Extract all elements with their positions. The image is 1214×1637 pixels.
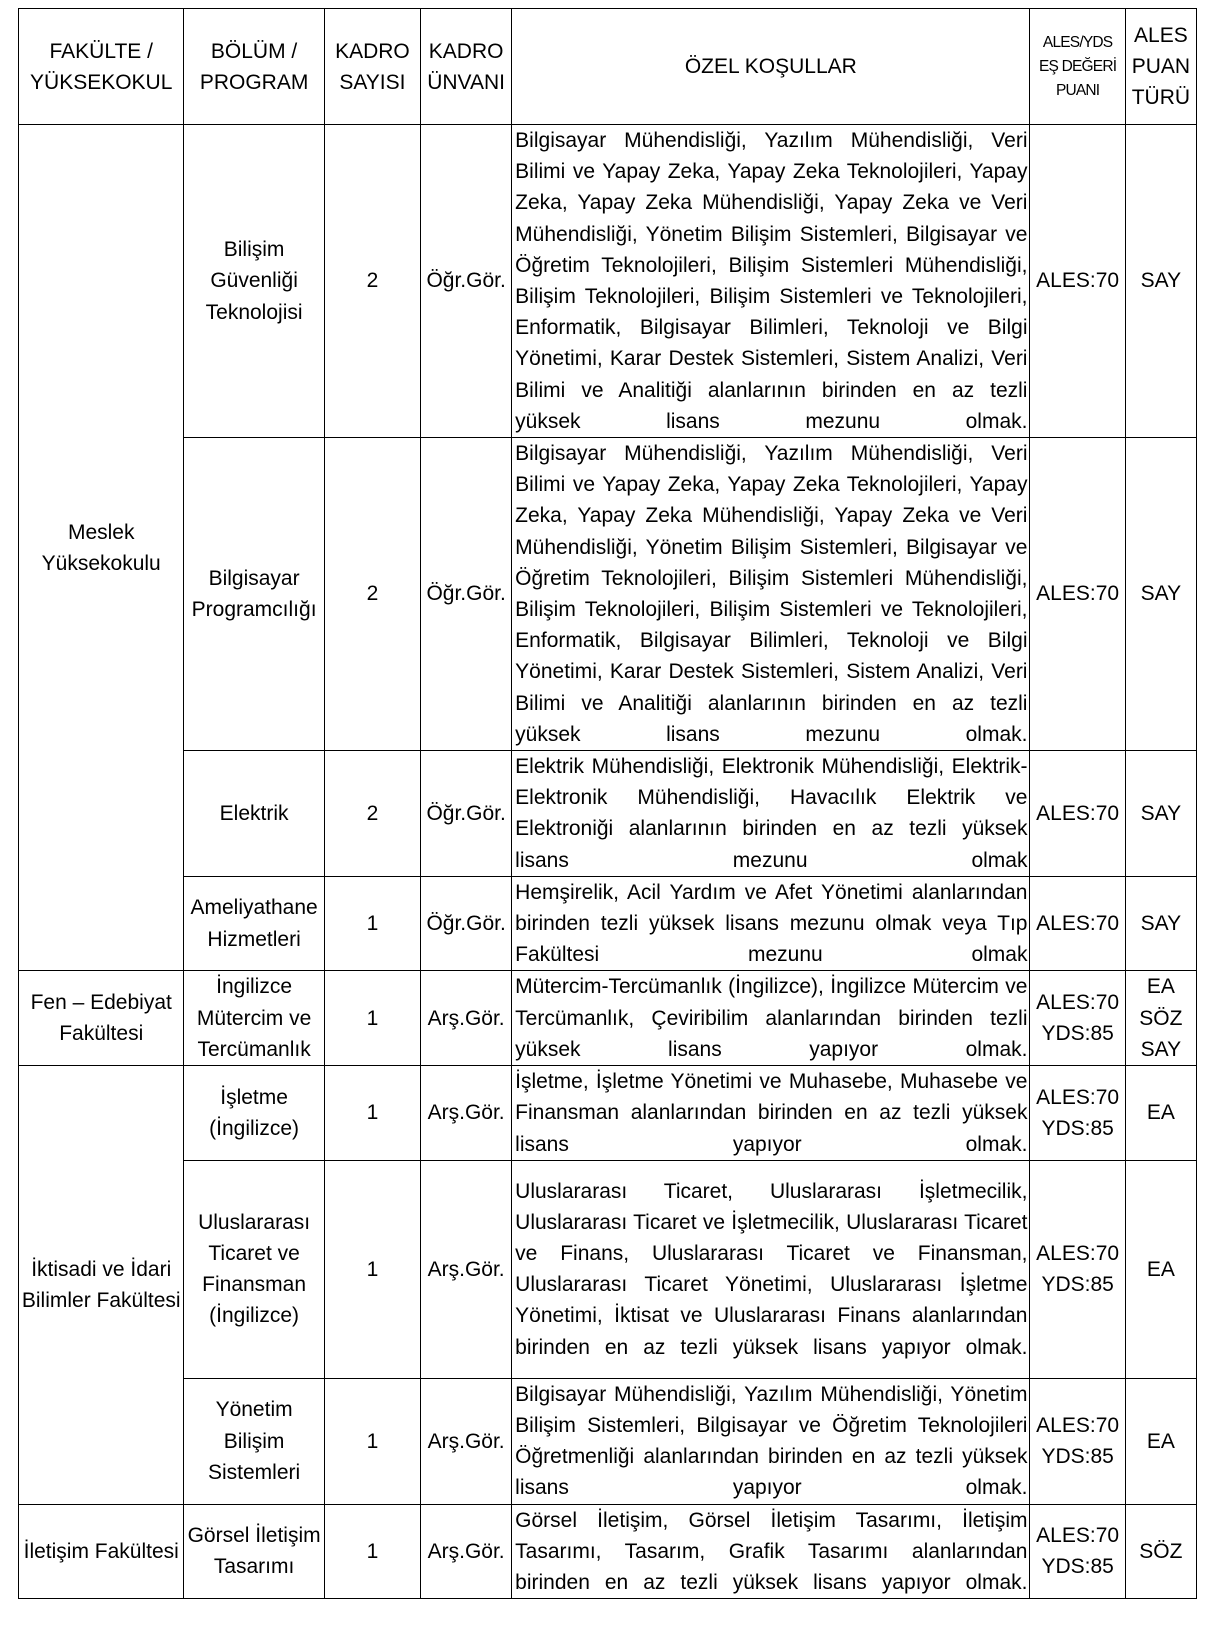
header-program: BÖLÜM / PROGRAM <box>184 9 324 125</box>
header-ales-type: ALES PUAN TÜRÜ <box>1125 9 1196 125</box>
program-cell: Bilişim Güvenliği Teknolojisi <box>184 125 324 438</box>
conditions-cell: Elektrik Mühendisliği, Elektronik Mühendisliği, Elektrik-Elektronik Mühendisliği, Havacılık Elektrik ve Elektroniği alanlarının birinden en az tezli yüksek lisans mezunu olmak <box>512 751 1030 877</box>
ales-cell <box>1030 1160 1125 1378</box>
ales-cell <box>1030 1378 1125 1504</box>
count-cell: 1 <box>324 1504 420 1599</box>
ales-cell <box>1030 1066 1125 1161</box>
program-cell: İngilizce Mütercim ve Tercümanlık <box>184 971 324 1066</box>
ales-value: ALES:70 <box>1036 991 1120 1015</box>
faculty-cell: Meslek Yüksekokulu <box>19 125 184 971</box>
table-row <box>19 1504 1197 1599</box>
ales-value: ALES:70 <box>1036 1524 1120 1548</box>
count-cell: 2 <box>324 751 420 877</box>
count-cell: 1 <box>324 876 420 971</box>
table-row <box>19 1160 1197 1378</box>
ales-value: ALES:70 <box>1036 582 1120 606</box>
count-cell: 1 <box>324 971 420 1066</box>
count-cell: 2 <box>324 438 420 751</box>
table-row <box>19 751 1197 877</box>
yds-value: YDS:85 <box>1041 1445 1114 1469</box>
ales-cell <box>1030 125 1125 438</box>
conditions-cell: Görsel İletişim, Görsel İletişim Tasarımı, İletişim Tasarımı, Tasarım, Grafik Tasarımı alanlarından birinden en az tezli yüksek lisans yapıyor olmak. <box>512 1504 1030 1599</box>
ales-value: ALES:70 <box>1036 269 1120 293</box>
program-cell: Bilgisayar Programcılığı <box>184 438 324 751</box>
type-cell: SÖZ <box>1125 1504 1196 1599</box>
program-cell: Elektrik <box>184 751 324 877</box>
table-row <box>19 1378 1197 1504</box>
ales-value: ALES:70 <box>1036 1085 1120 1109</box>
yds-value: YDS:85 <box>1041 1555 1114 1579</box>
title-cell: Arş.Gör. <box>421 1066 512 1161</box>
conditions-cell: Uluslararası Ticaret, Uluslararası İşletmecilik, Uluslararası Ticaret ve İşletmecilik, Uluslararası Ticaret ve Finans, Uluslararası Ticaret ve Finansman, Uluslararası Ticaret Yönetimi, Uluslararası İşletme Yönetimi, İktisat ve Uluslararası Finans alanlarından birinden en az tezli yüksek lisans yapıyor olmak. <box>512 1160 1030 1378</box>
type-cell: SAY <box>1125 876 1196 971</box>
type-cell: SAY <box>1125 125 1196 438</box>
ales-cell <box>1030 971 1125 1066</box>
program-cell: Yönetim Bilişim Sistemleri <box>184 1378 324 1504</box>
ales-value: ALES:70 <box>1036 1242 1120 1265</box>
type-cell: EA <box>1125 1160 1196 1378</box>
header-ales-score: ALES/YDS EŞ DEĞERİ PUANI <box>1030 9 1125 125</box>
type-cell: EA SÖZ SAY <box>1125 971 1196 1066</box>
ales-cell <box>1030 751 1125 877</box>
program-cell: İşletme (İngilizce) <box>184 1066 324 1161</box>
program-cell: Uluslararası Ticaret ve Finansman (İngilizce) <box>184 1160 324 1378</box>
conditions-cell: Bilgisayar Mühendisliği, Yazılım Mühendisliği, Yönetim Bilişim Sistemleri, Bilgisayar ve Öğretim Teknolojileri Öğretmenliği alanlarından birinden en az tezli yüksek lisans yapıyor olmak. <box>512 1378 1030 1504</box>
title-cell: Arş.Gör. <box>421 1160 512 1378</box>
staff-positions-table <box>18 8 1197 1599</box>
table-row <box>19 1066 1197 1161</box>
conditions-cell: Mütercim-Tercümanlık (İngilizce), İngilizce Mütercim ve Tercümanlık, Çeviribilim alanlarından birinden tezli yüksek lisans yapıyor olmak. <box>512 971 1030 1066</box>
title-cell: Öğr.Gör. <box>421 438 512 751</box>
header-count: KADRO SAYISI <box>324 9 420 125</box>
table-row <box>19 125 1197 438</box>
type-cell: SAY <box>1125 751 1196 877</box>
title-cell: Arş.Gör. <box>421 971 512 1066</box>
count-cell: 1 <box>324 1378 420 1504</box>
conditions-cell: Hemşirelik, Acil Yardım ve Afet Yönetimi alanlarından birinden tezli yüksek lisans mezunu olmak veya Tıp Fakültesi mezunu olmak <box>512 876 1030 971</box>
title-cell: Öğr.Gör. <box>421 876 512 971</box>
faculty-cell: Fen – Edebiyat Fakültesi <box>19 971 184 1066</box>
program-cell: Ameliyathane Hizmetleri <box>184 876 324 971</box>
count-cell: 2 <box>324 125 420 438</box>
program-cell: Görsel İletişim Tasarımı <box>184 1504 324 1599</box>
title-cell: Arş.Gör. <box>421 1504 512 1599</box>
header-faculty: FAKÜLTE / YÜKSEKOKUL <box>19 9 184 125</box>
header-title: KADRO ÜNVANI <box>421 9 512 125</box>
yds-value: YDS:85 <box>1041 1116 1114 1140</box>
yds-value: YDS:85 <box>1041 1273 1114 1297</box>
ales-value: ALES:70 <box>1036 912 1120 936</box>
header-conditions: ÖZEL KOŞULLAR <box>512 9 1030 125</box>
ales-cell <box>1030 1504 1125 1599</box>
ales-cell <box>1030 438 1125 751</box>
type-cell: EA <box>1125 1378 1196 1504</box>
conditions-cell: Bilgisayar Mühendisliği, Yazılım Mühendisliği, Veri Bilimi ve Yapay Zeka, Yapay Zeka Teknolojileri, Yapay Zeka, Yapay Zeka Mühendisliği, Yapay Zeka ve Veri Mühendisliği, Yönetim Bilişim Sistemleri, Bilgisayar ve Öğretim Teknolojileri, Bilişim Sistemleri Mühendisliği, Bilişim Teknolojileri, Bilişim Sistemleri ve Teknolojileri, Enformatik, Bilgisayar Bilimleri, Teknoloji ve Bilgi Yönetimi, Karar Destek Sistemleri, Sistem Analizi, Veri Bilimi ve Analitiği alanlarının birinden en az tezli yüksek lisans mezunu olmak. <box>512 438 1030 751</box>
conditions-cell: İşletme, İşletme Yönetimi ve Muhasebe, Muhasebe ve Finansman alanlarından birinden en az tezli yüksek lisans yapıyor olmak. <box>512 1066 1030 1161</box>
faculty-cell: İktisadi ve İdari Bilimler Fakültesi <box>19 1066 184 1504</box>
table-row <box>19 876 1197 971</box>
yds-value: YDS:85 <box>1041 1022 1114 1046</box>
ales-cell <box>1030 876 1125 971</box>
count-cell: 1 <box>324 1160 420 1378</box>
title-cell: Arş.Gör. <box>421 1378 512 1504</box>
table-row <box>19 971 1197 1066</box>
header-row <box>19 9 1197 125</box>
table-row <box>19 438 1197 751</box>
type-cell: EA <box>1125 1066 1196 1161</box>
count-cell: 1 <box>324 1066 420 1161</box>
title-cell: Öğr.Gör. <box>421 125 512 438</box>
ales-value: ALES:70 <box>1036 1413 1120 1437</box>
faculty-cell: İletişim Fakültesi <box>19 1504 184 1599</box>
ales-value: ALES:70 <box>1036 801 1120 825</box>
type-cell: SAY <box>1125 438 1196 751</box>
conditions-cell: Bilgisayar Mühendisliği, Yazılım Mühendisliği, Veri Bilimi ve Yapay Zeka, Yapay Zeka Teknolojileri, Yapay Zeka, Yapay Zeka Mühendisliği, Yapay Zeka ve Veri Mühendisliği, Yönetim Bilişim Sistemleri, Bilgisayar ve Öğretim Teknolojileri, Bilişim Sistemleri Mühendisliği, Bilişim Teknolojileri, Bilişim Sistemleri ve Teknolojileri, Enformatik, Bilgisayar Bilimleri, Teknoloji ve Bilgi Yönetimi, Karar Destek Sistemleri, Sistem Analizi, Veri Bilimi ve Analitiği alanlarının birinden en az tezli yüksek lisans mezunu olmak. <box>512 125 1030 438</box>
title-cell: Öğr.Gör. <box>421 751 512 877</box>
